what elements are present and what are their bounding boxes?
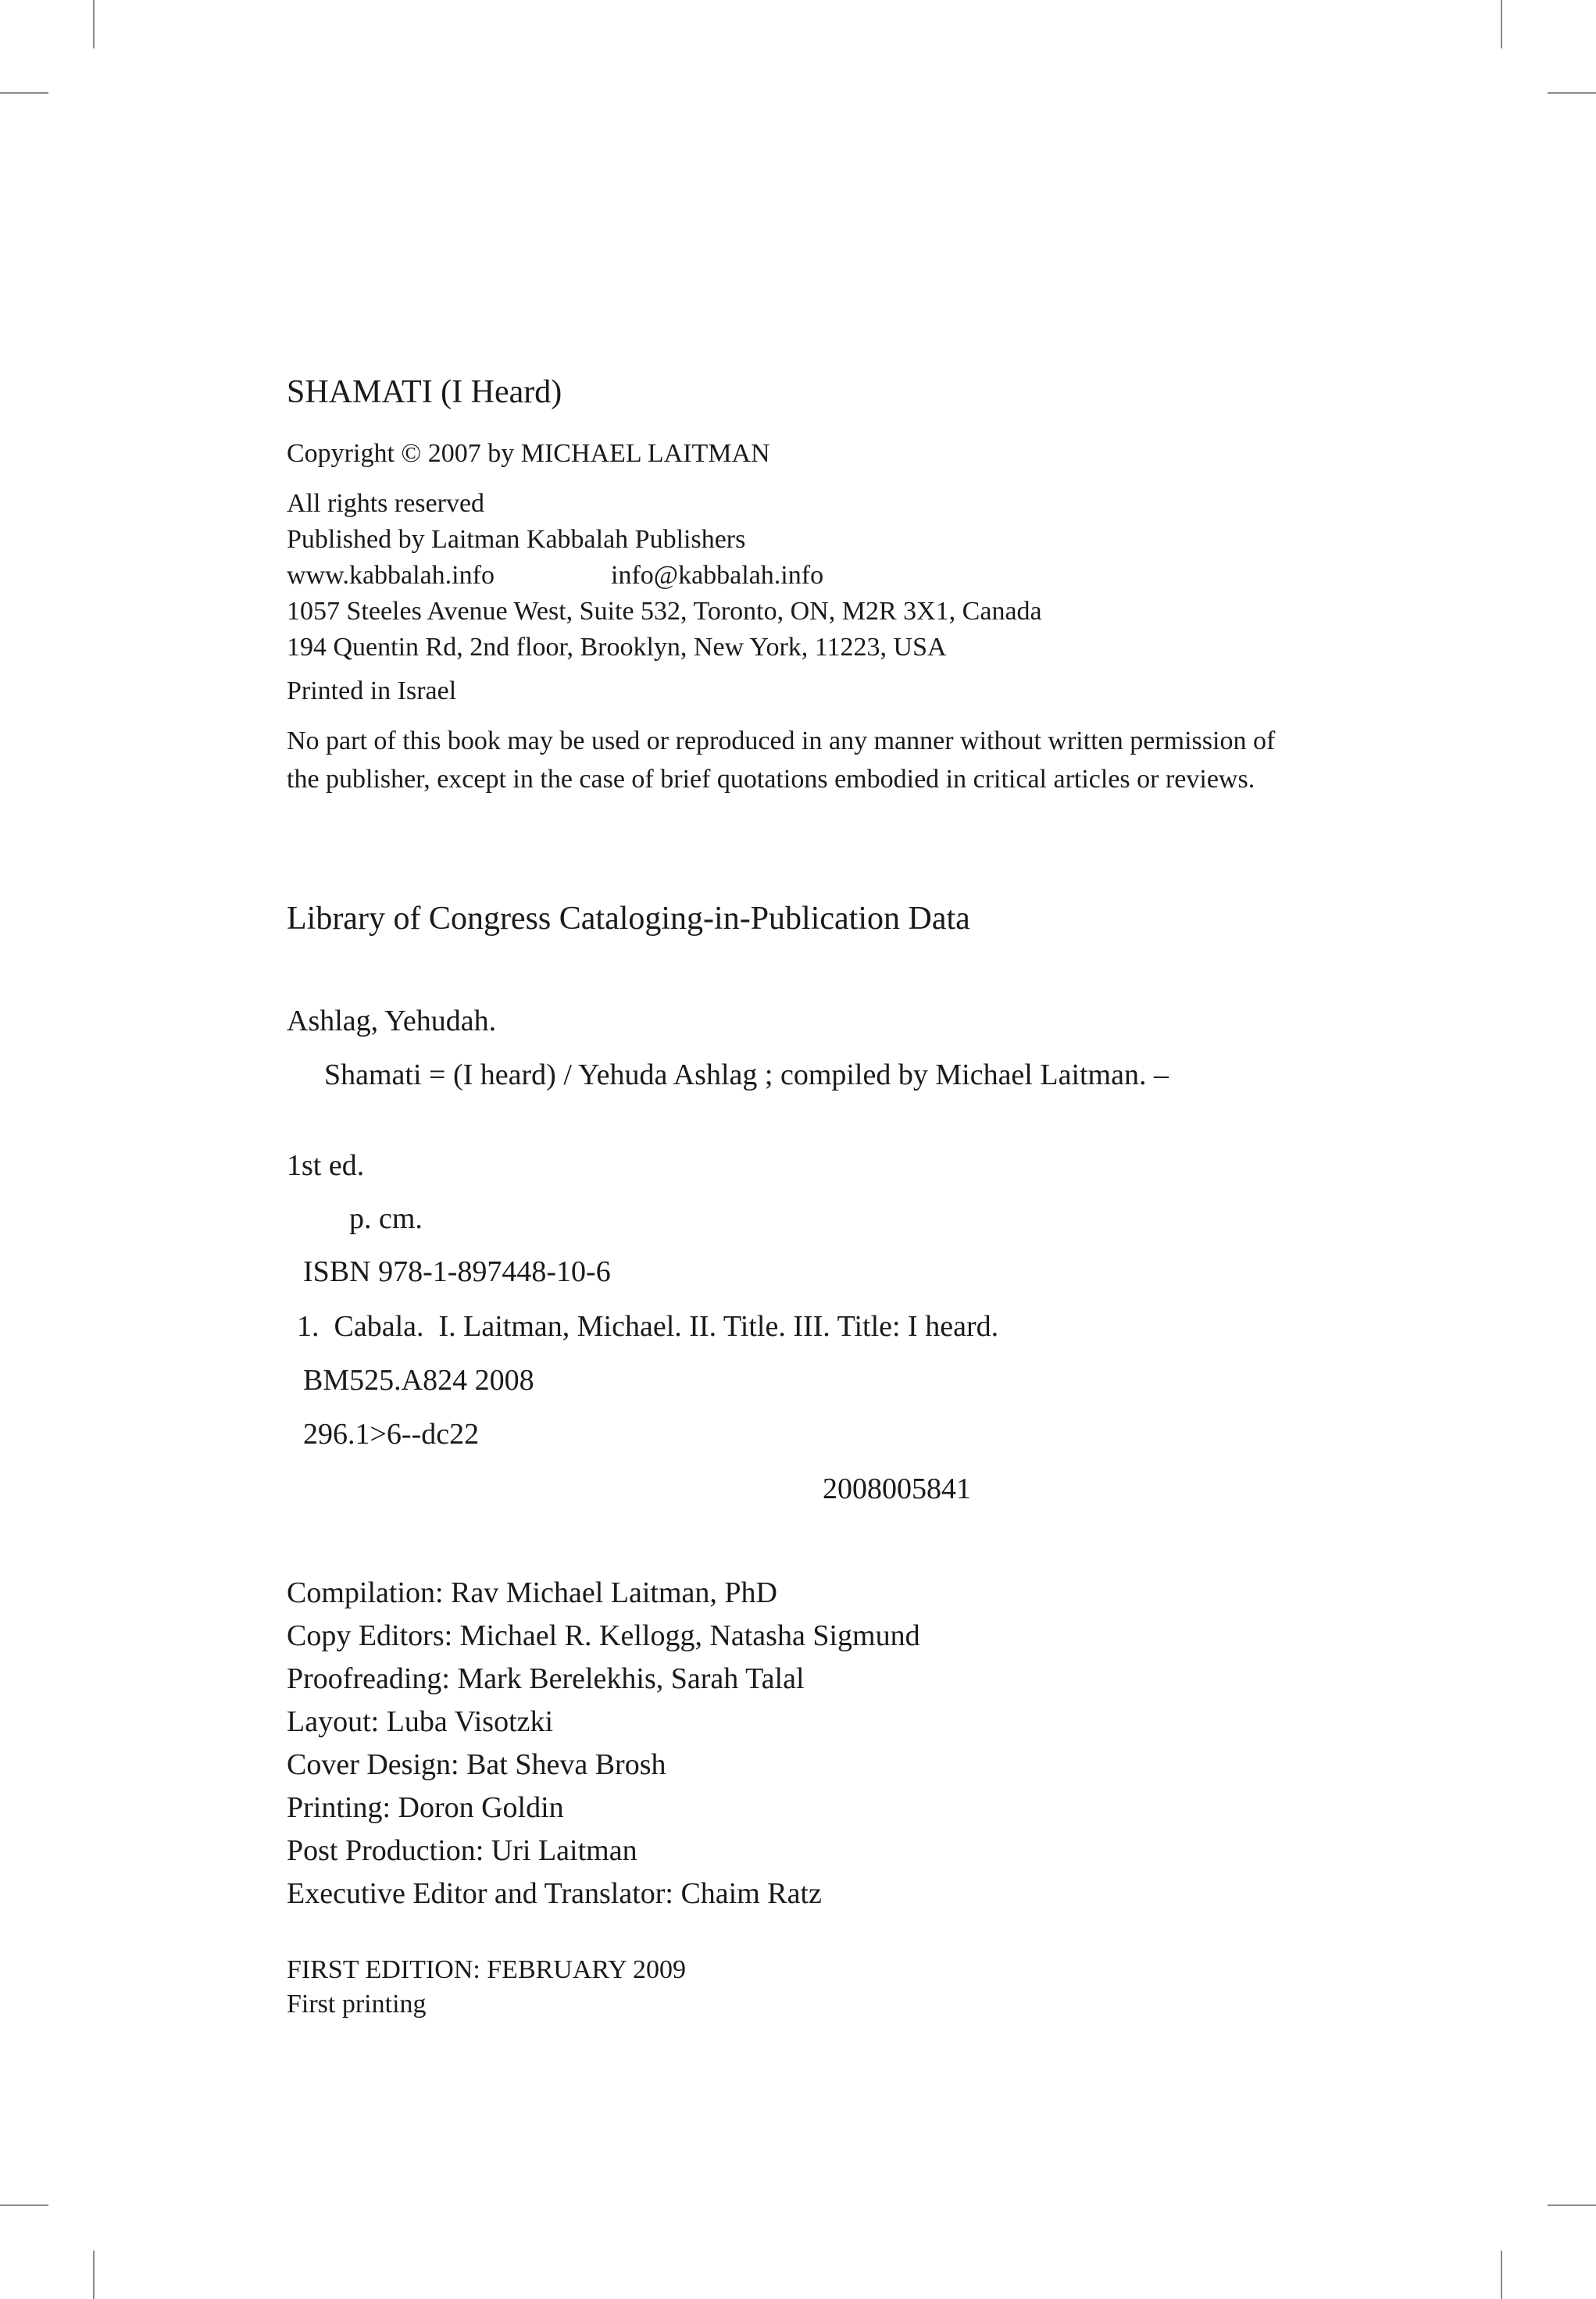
crop-mark-left-top	[0, 92, 48, 94]
credit-item: Post Production: Uri Laitman	[287, 1834, 637, 1867]
cip-subjects: 1. Cabala. I. Laitman, Michael. II. Title. III. Title: I heard.	[297, 1310, 999, 1343]
edition-info	[287, 1953, 686, 2022]
cip-pages: p. cm.	[349, 1202, 423, 1235]
credit-item: Proofreading: Mark Berelekhis, Sarah Talal	[287, 1662, 805, 1695]
address-usa: 194 Quentin Rd, 2nd floor, Brooklyn, New York, 11223, USA	[287, 633, 947, 662]
web-contact-row	[287, 558, 1042, 594]
address-canada: 1057 Steeles Avenue West, Suite 532, Toronto, ON, M2R 3X1, Canada	[287, 597, 1042, 626]
cip-entry: Shamati = (I heard) / Yehuda Ashlag ; compiled by Michael Laitman. –	[324, 1058, 1169, 1091]
cip-heading: Library of Congress Cataloging-in-Publication Data	[287, 901, 970, 937]
crop-mark-top-right	[1501, 0, 1502, 48]
website-link[interactable]: www.kabbalah.info	[287, 561, 495, 590]
copyright-line: Copyright © 2007 by MICHAEL LAITMAN	[287, 439, 770, 468]
crop-mark-right-bottom	[1548, 2204, 1596, 2206]
credit-item: Printing: Doron Goldin	[287, 1791, 564, 1824]
credit-item: Layout: Luba Visotzki	[287, 1705, 554, 1738]
rights-line: All rights reserved	[287, 489, 485, 518]
book-title: SHAMATI (I Heard)	[287, 374, 562, 410]
publisher-info	[287, 486, 1042, 666]
credit-item: Compilation: Rav Michael Laitman, PhD	[287, 1576, 777, 1609]
crop-mark-right-top	[1548, 92, 1596, 94]
cip-lc-class: BM525.A824 2008	[303, 1364, 534, 1397]
cip-lccn: 2008005841	[823, 1473, 971, 1505]
crop-mark-top-left	[93, 0, 95, 48]
cip-edition: 1st ed.	[287, 1149, 365, 1182]
rights-notice: No part of this book may be used or reproduced in any manner without written permission of the publisher, except in the case of brief quotations embodied in critical articles or reviews.	[287, 726, 1276, 794]
email-link[interactable]: info@kabbalah.info	[611, 561, 824, 590]
cip-dewey: 296.1>6--dc22	[303, 1418, 480, 1451]
edition-line: FIRST EDITION: FEBRUARY 2009	[287, 1955, 686, 1984]
cip-isbn: ISBN 978-1-897448-10-6	[303, 1255, 611, 1288]
publisher-line: Published by Laitman Kabbalah Publishers	[287, 525, 746, 554]
printing-line: First printing	[287, 1990, 427, 2019]
credit-item: Cover Design: Bat Sheva Brosh	[287, 1748, 666, 1781]
crop-mark-bottom-left	[93, 2251, 95, 2299]
credit-item: Copy Editors: Michael R. Kellogg, Natasha Sigmund	[287, 1619, 920, 1652]
credits-list	[287, 1572, 920, 1915]
crop-mark-left-bottom	[0, 2204, 48, 2206]
printed-line: Printed in Israel	[287, 676, 457, 705]
cip-author: Ashlag, Yehudah.	[287, 1005, 497, 1037]
credit-item: Executive Editor and Translator: Chaim Ratz	[287, 1877, 822, 1910]
crop-mark-bottom-right	[1501, 2251, 1502, 2299]
